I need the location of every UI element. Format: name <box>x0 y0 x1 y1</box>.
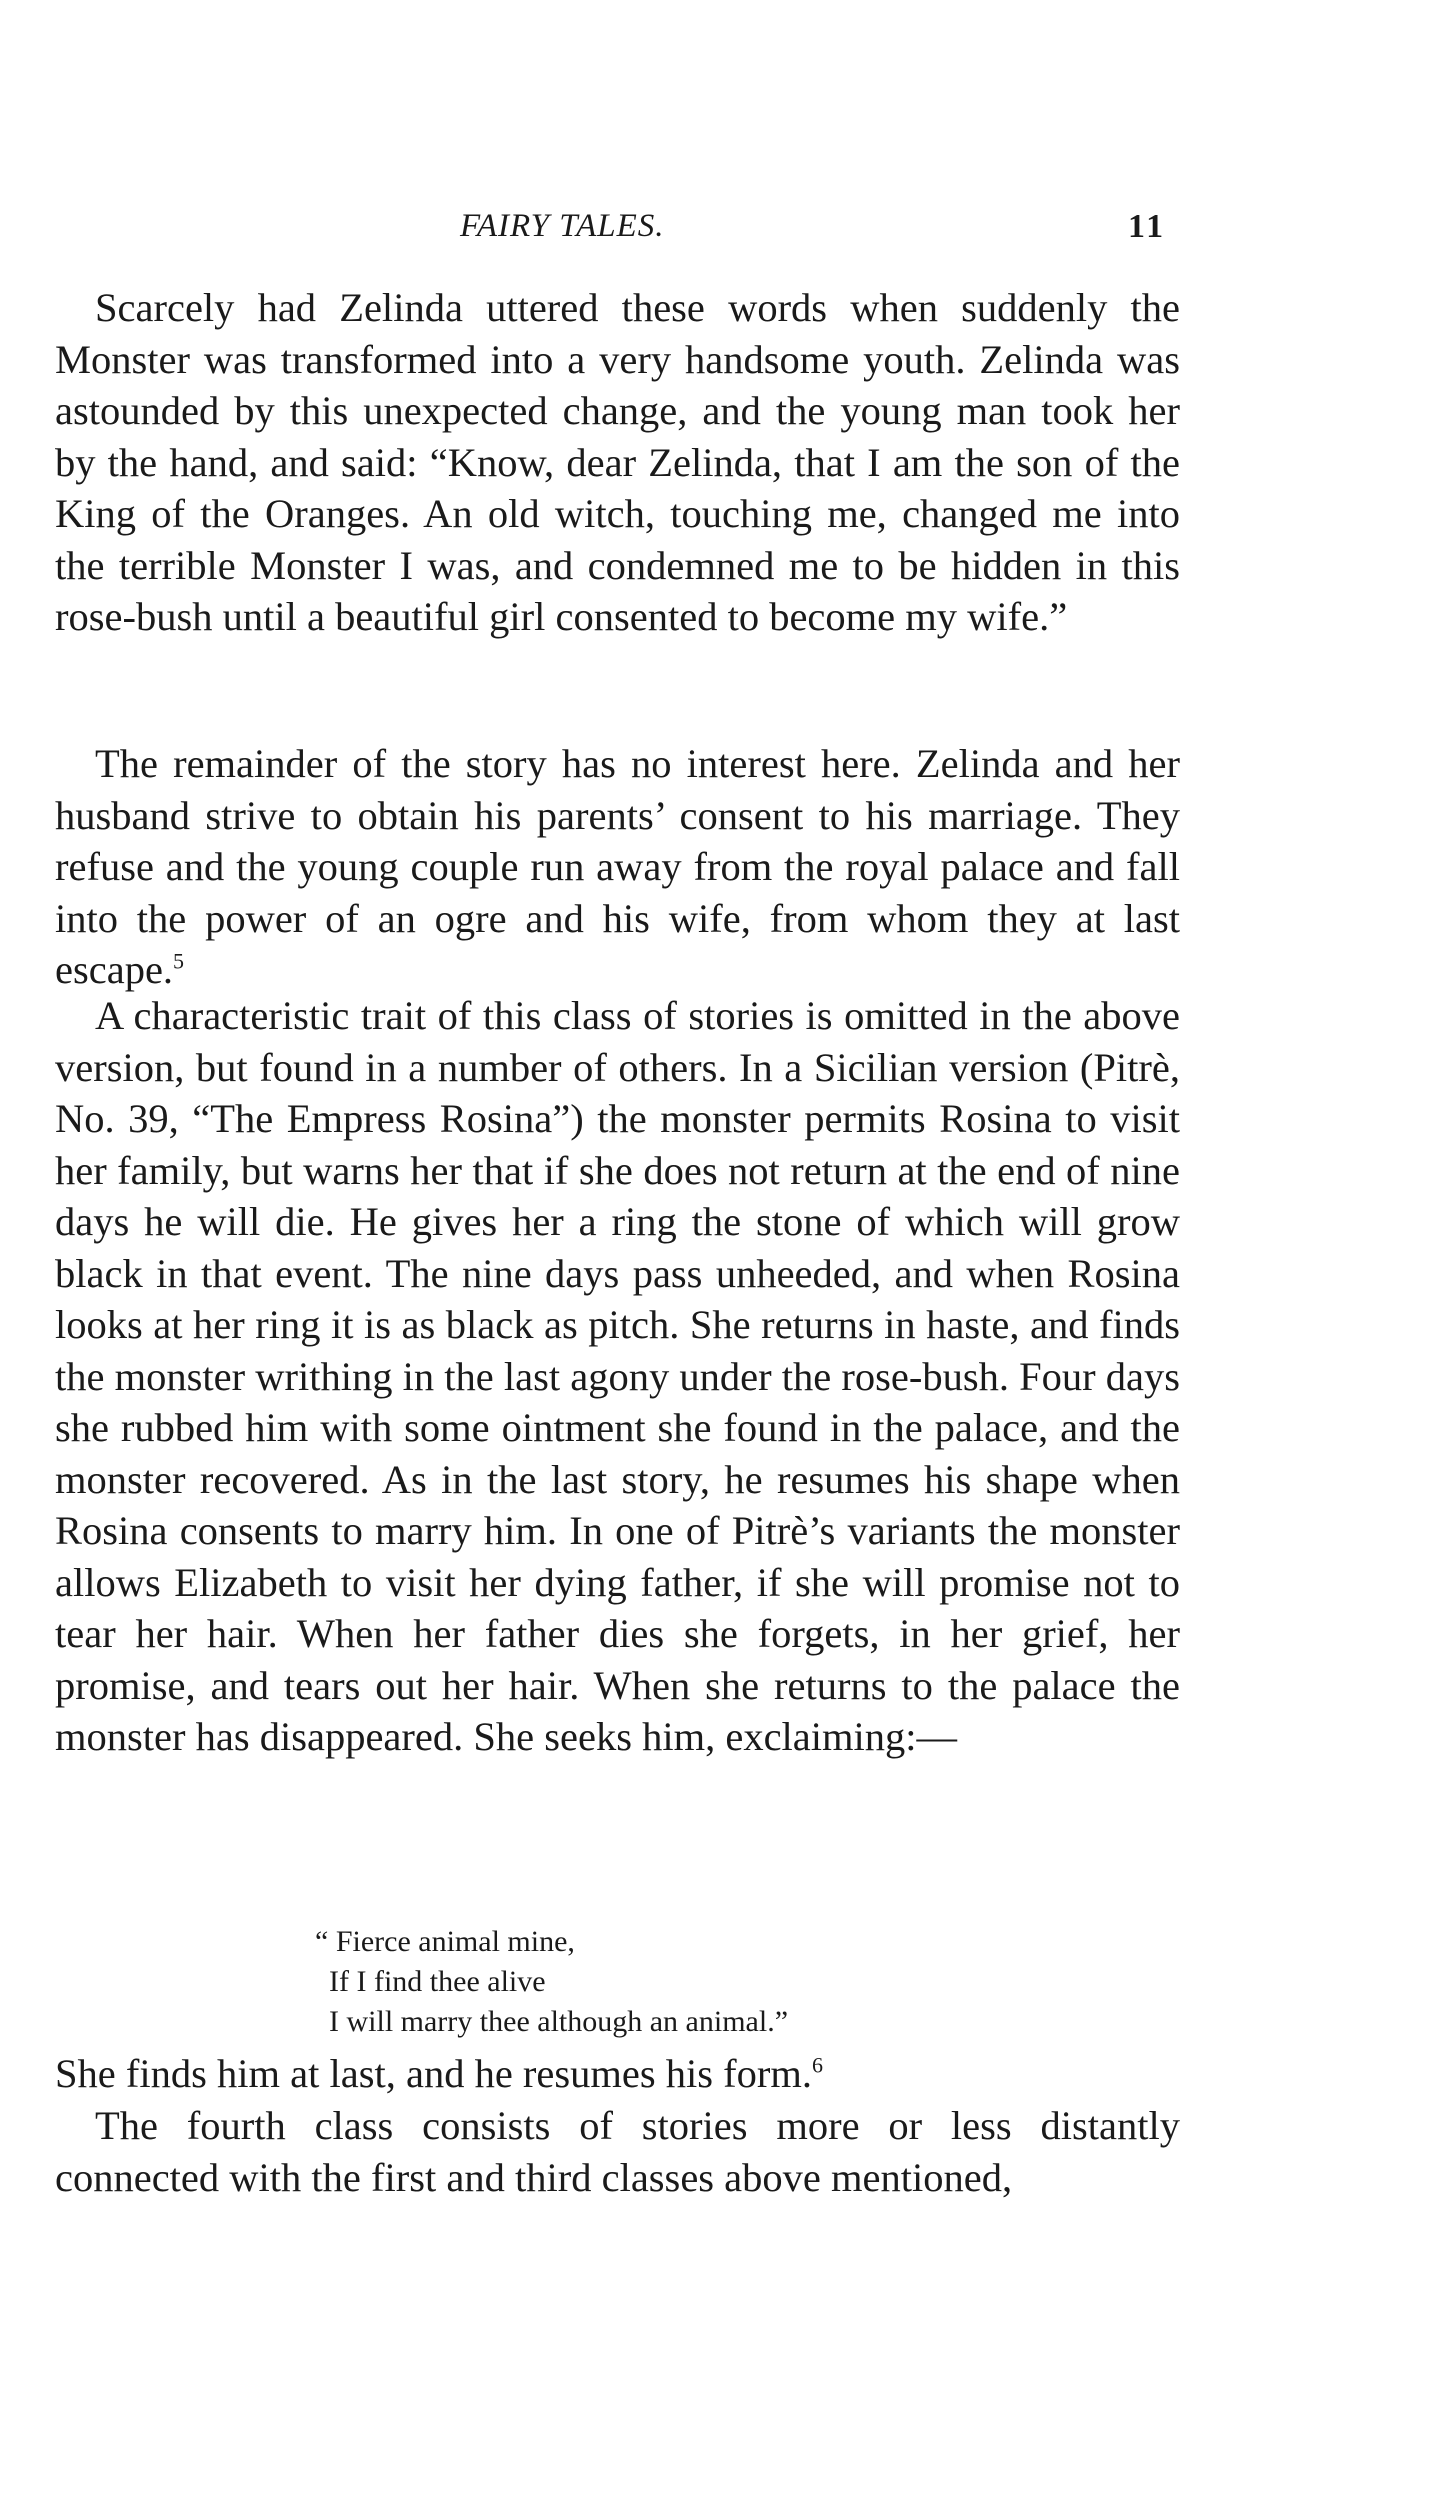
verse-line: I will marry thee although an animal.” <box>329 2005 789 2038</box>
verse-line: “ Fierce animal mine, <box>315 1925 575 1958</box>
paragraph-she-finds-him <box>55 2048 1180 2100</box>
page-number: 11 <box>1128 208 1167 245</box>
running-title: FAIRY TALES. <box>460 208 665 244</box>
paragraph-text: A characteristic trait of this class of stories is omitted in the above version, but found in a number of others. In a Sicilian version (Pitrè, No. 39, “The Empress Rosina”) the monster permits Rosina to visit her family, but warns her that if she does not return at the end of nine days he will die. He gives her a ring the stone of which will grow black in that event. The nine days pass unheeded, and when Rosina looks at her ring it is as black as pitch. She returns in haste, and finds the monster writhing in the last agony under the rose-bush. Four days she rubbed him with some ointment she found in the palace, and the monster recovered. As in the last story, he resumes his shape when Rosina consents to marry him. In one of Pitrè’s variants the monster allows Elizabeth to visit her dying father, if she will promise not to tear her hair. When her father dies she forgets, in her grief, her promise, and tears out her hair. When she returns to the palace the monster has disappeared. She seeks him, exclaiming:— <box>55 993 1180 1759</box>
paragraph-body: The remainder of the story has no interest here. Zelinda and her husband strive to obtain his parents’ consent to his marriage. They refuse and the young couple run away from the royal palace and fall into the power of an ogre and his wife, from whom they at last escape. <box>55 741 1180 992</box>
paragraph-text <box>55 738 1180 996</box>
footnote-marker: 5 <box>173 948 185 974</box>
verse-line: If I find thee alive <box>329 1965 546 1998</box>
running-head <box>0 208 1454 258</box>
footnote-marker: 6 <box>812 2052 824 2078</box>
paragraph-text: Scarcely had Zelinda uttered these words when suddenly the Monster was transformed into a very handsome youth. Zelinda was astounded by this unexpected change, and the young man took her by the hand, and said: “Know, dear Zelinda, that I am the son of the King of the Oranges. An old witch, touching me, changed me into the terrible Monster I was, and condemned me to be hidden in this rose-bush until a beautiful girl consented to become my wife.” <box>55 285 1180 639</box>
paragraph-remainder-of-story <box>55 738 1180 996</box>
paragraph-text <box>55 2048 1180 2100</box>
paragraph-characteristic-trait <box>55 990 1180 1763</box>
paragraph-text: The fourth class consists of stories more or less distantly connected with the first and third classes above mentioned, <box>55 2103 1180 2200</box>
paragraph-fourth-class <box>55 2100 1180 2203</box>
verse-quotation <box>315 1922 788 2042</box>
paragraph-body: She finds him at last, and he resumes his form. <box>55 2051 813 2096</box>
paragraph-zelinda-transformation <box>55 282 1180 643</box>
